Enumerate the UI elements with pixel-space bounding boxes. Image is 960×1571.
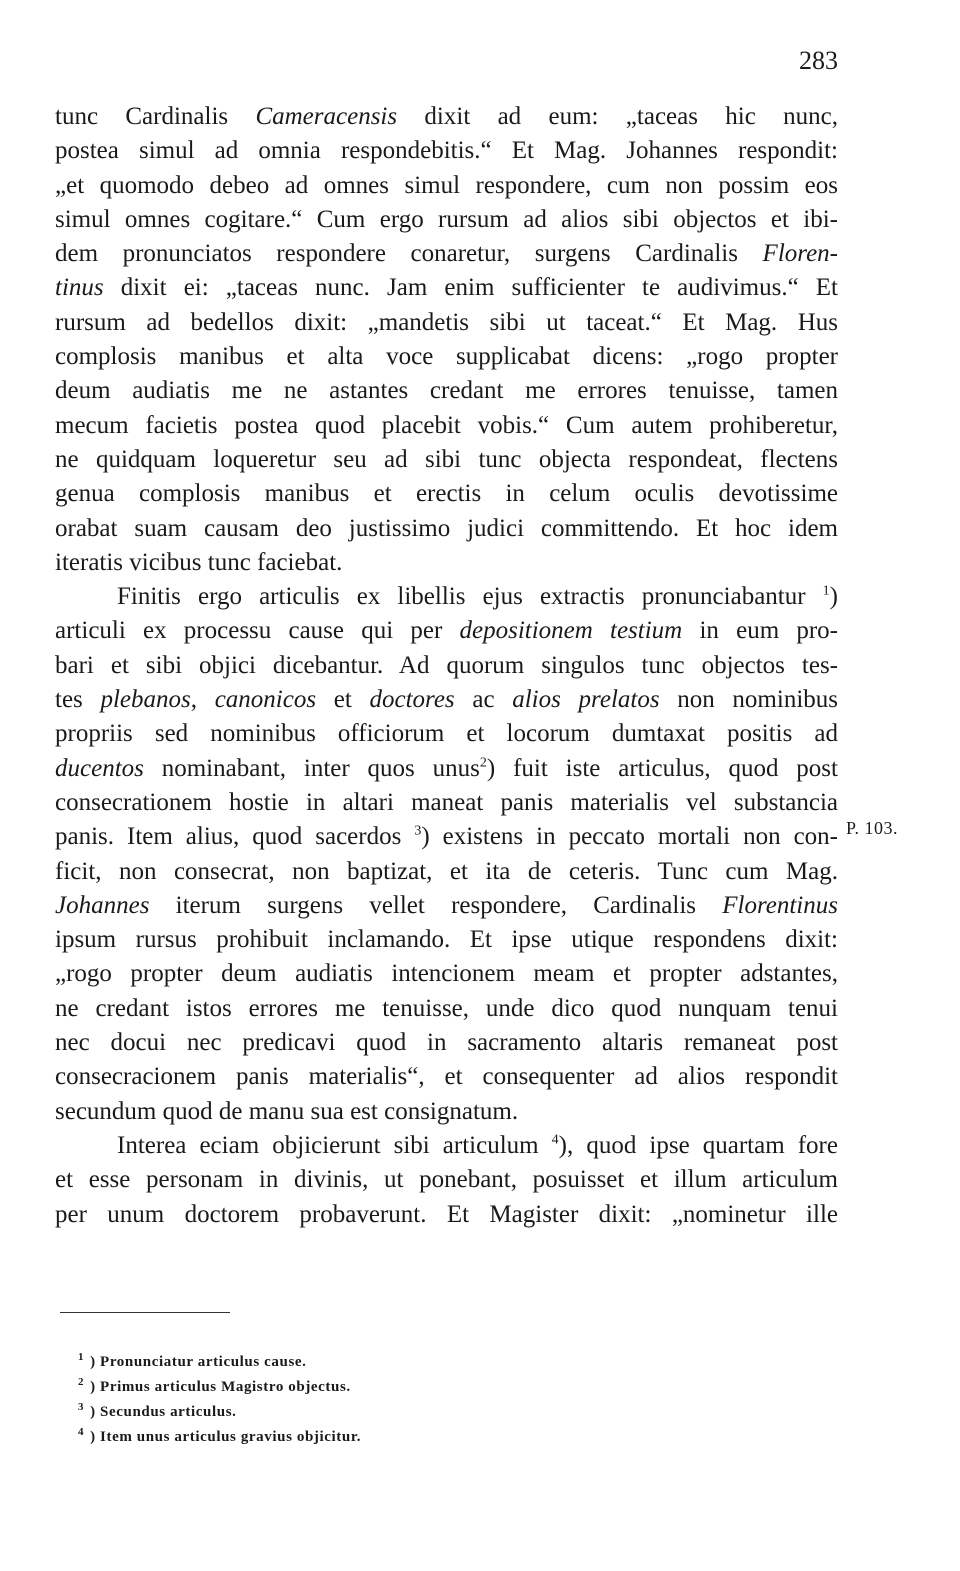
text-line: deum audiatis me ne astantes credant me errores tenuisse, tamen — [55, 377, 838, 405]
text-line: ne credant istos errores me tenuisse, unde dico quod nunquam tenui — [55, 994, 838, 1022]
text-line: nec docui nec predicavi quod in sacramento altaris remaneat post — [55, 1029, 838, 1057]
text-line: complosis manibus et alta voce supplicabat dicens: „rogo propter — [55, 343, 838, 371]
footnote-divider — [60, 1312, 230, 1313]
footnote: $^4$ ) Item unus articulus gravius objicitur. — [78, 1426, 362, 1445]
text-line: tes plebanos, canonicos et doctores ac alios prelatos non nominibus — [55, 686, 839, 714]
text-line: tunc Cardinalis Cameracensis dixit ad eum: „taceas hic nunc, — [55, 103, 838, 130]
text-line: ipsum rursus prohibuit inclamando. Et ipse utique respondens dixit: — [55, 926, 838, 954]
text-line: ne quidquam loqueretur seu ad sibi tunc objecta respondeat, flectens — [55, 445, 838, 473]
text-line: ducentos nominabant, inter quos unus$^2$) fuit iste articulus, quod post — [55, 754, 838, 782]
text-line: panis. Item alius, quod sacerdos $^3$) existens in peccato mortali non con- — [55, 823, 838, 851]
text-line: dem pronunciatos respondere conaretur, surgens Cardinalis Floren- — [55, 240, 838, 268]
text-line: consecrationem hostie in altari maneat panis materialis vel substancia — [55, 788, 838, 816]
text-line: Johannes iterum surgens vellet respondere, Cardinalis Florentinus — [55, 891, 838, 919]
text-line: articuli ex processu cause qui per depositionem testium in eum pro- — [55, 617, 839, 645]
text-line: tinus dixit ei: „taceas nunc. Jam enim sufficienter te audivimus.“ Et — [55, 274, 838, 302]
text-line: bari et sibi objici dicebantur. Ad quorum singulos tunc objectos tes- — [55, 651, 838, 679]
text-line: iteratis vicibus tunc faciebat. — [55, 548, 343, 576]
text-line: „rogo propter deum audiatis intencionem meam et propter adstantes, — [55, 960, 838, 988]
text-line: „et quomodo debeo ad omnes simul respondere, cum non possim eos — [55, 171, 838, 199]
footnote: $^3$ ) Secundus articulus. — [78, 1401, 237, 1420]
text-line: postea simul ad omnia respondebitis.“ Et Mag. Johannes respondit: — [55, 137, 838, 165]
text-line: mecum facietis postea quod placebit vobis.“ Cum autem prohiberetur, — [55, 411, 838, 439]
text-line: orabat suam causam deo justissimo judici committendo. Et hoc idem — [55, 514, 838, 542]
footnote: $^1$ ) Pronunciatur articulus cause. — [78, 1351, 307, 1370]
footnote: $^2$ ) Primus articulus Magistro objectus. — [78, 1376, 351, 1395]
text-line: rursum ad bedellos dixit: „mandetis sibi ut taceat.“ Et Mag. Hus — [55, 308, 838, 336]
text-line: per unum doctorem probaverunt. Et Magister dixit: „nominetur ille — [55, 1200, 838, 1228]
text-line: ficit, non consecrat, non baptizat, et ita de ceteris. Tunc cum Mag. — [55, 857, 838, 885]
text-line: simul omnes cogitare.“ Cum ergo rursum ad alios sibi objectos et ibi- — [55, 205, 838, 233]
main-text — [55, 100, 838, 1232]
margin-note: P. 103. — [846, 818, 899, 838]
text-line: et esse personam in divinis, ut ponebant, posuisset et illum articulum — [55, 1166, 838, 1194]
text-line: propriis sed nominibus officiorum et locorum dumtaxat positis ad — [55, 720, 838, 748]
footnotes — [78, 1350, 361, 1450]
text-line: secundum quod de manu sua est consignatum. — [55, 1097, 519, 1125]
page-number: 283 — [799, 46, 838, 75]
text-line: genua complosis manibus et erectis in celum oculis devotissime — [55, 480, 838, 508]
text-line: Interea eciam objicierunt sibi articulum $^4$), quod ipse quartam fore — [117, 1131, 838, 1159]
text-line: consecracionem panis materialis“, et consequenter ad alios respondit — [55, 1063, 838, 1091]
text-line: Finitis ergo articulis ex libellis ejus extractis pronunciabantur $^1$) — [117, 583, 838, 611]
